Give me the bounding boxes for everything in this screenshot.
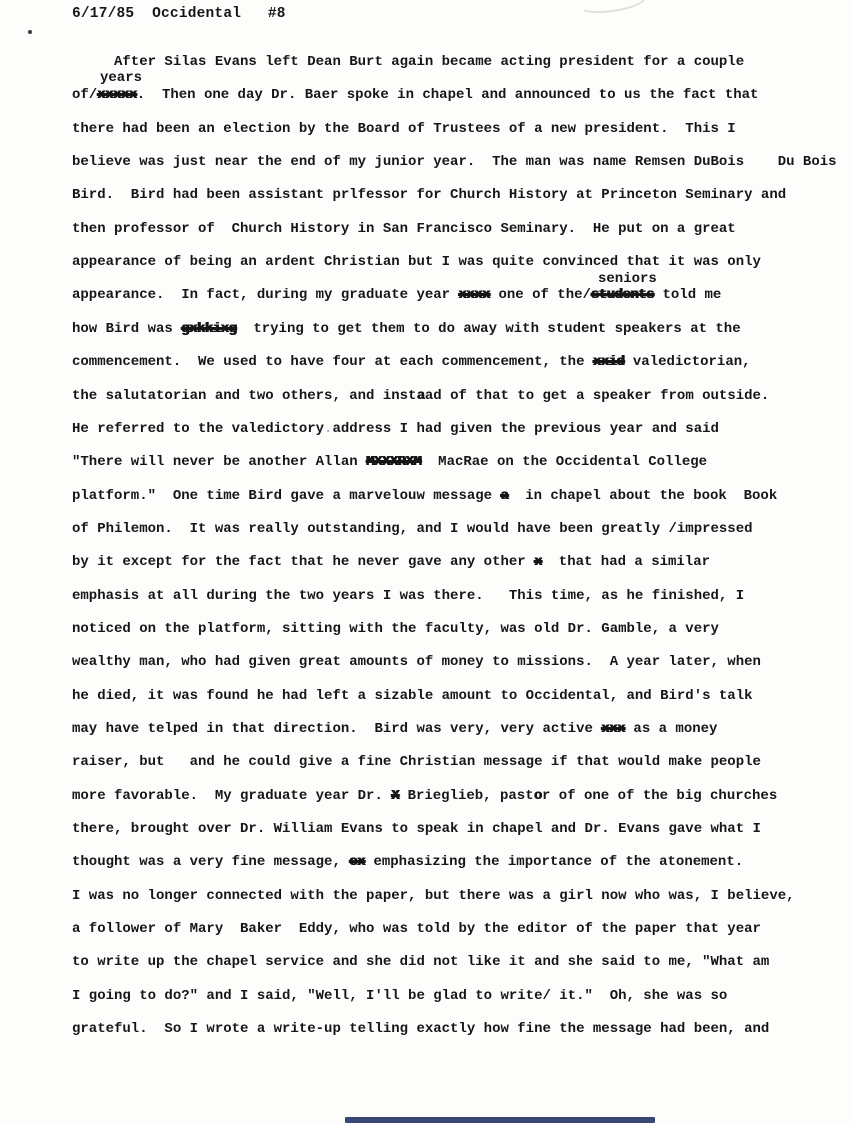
typed-line: [72, 185, 786, 205]
struck-out-text: a: [500, 487, 509, 504]
typed-line: [72, 85, 758, 105]
typed-text: appearance of being an ardent Christian but I was quite convinced that it was only: [72, 254, 761, 271]
overtyped-text: o: [533, 787, 542, 804]
typed-text: more favorable. My graduate year Dr.: [72, 787, 392, 804]
struck-out-text: xxx: [601, 721, 626, 737]
typed-text: emphasizing the importance of the atonement.: [365, 854, 744, 871]
typed-line: [72, 986, 727, 1006]
typed-line: [72, 786, 777, 806]
typed-text: address I had given the previous year and said: [332, 420, 719, 437]
typed-text: thought was a very fine message,: [72, 854, 350, 871]
typed-line: [72, 352, 751, 372]
typed-text: then professor of Church History in San Francisco Seminary. He put on a great: [72, 220, 736, 237]
typed-text: by it except for the fact that he never gave any other: [72, 554, 535, 571]
struck-out-text: xxxxx: [97, 87, 137, 104]
typed-text: noticed on the platform, sitting with the faculty, was old Dr. Gamble, a very: [72, 620, 719, 637]
typed-line: [72, 552, 710, 572]
typed-text: Brieglieb, past: [399, 787, 534, 804]
blue-pen-mark: .: [324, 420, 333, 437]
typed-text: valedictorian,: [624, 354, 751, 371]
typed-line: [72, 886, 795, 906]
typed-line: [72, 586, 744, 606]
typed-text: raiser, but and he could give a fine Christian message if that would make people: [72, 754, 761, 771]
typed-line: [72, 719, 717, 739]
struck-out-text: xxxx: [458, 287, 491, 304]
typed-line: [72, 1019, 769, 1039]
scan-artifact-top: [577, 0, 647, 17]
typed-line: [72, 285, 721, 305]
typed-text: I going to do?" and I said, "Well, I'll be glad to write/ it." Oh, she was so: [72, 987, 728, 1004]
typed-text: emphasis at all during the two years I was there. This time, as he finished, I: [72, 587, 745, 604]
struck-out-text: students: [590, 287, 655, 304]
typed-text: of/: [72, 87, 98, 104]
struck-out-text: X: [391, 787, 400, 804]
struck-out-text: gxkkixg: [181, 320, 237, 337]
typed-text: as a money: [625, 721, 718, 737]
typed-line: [72, 452, 707, 472]
typed-line: [72, 819, 761, 839]
typed-line: [72, 419, 719, 439]
typed-text: there had been an election by the Board of Trustees of a new president. This I: [72, 120, 736, 137]
typed-text: grateful. So I wrote a write-up telling exactly how fine the message had been, and: [72, 1021, 770, 1038]
typed-line: [72, 386, 769, 406]
typed-text: he died, it was found he had left a sizable amount to Occidental, and Bird's talk: [72, 687, 753, 704]
typed-text: Bird. Bird had been assistant prlfessor for Church History at Princeton Seminary and: [72, 187, 787, 204]
struck-out-text: xxid: [592, 354, 625, 371]
typed-text: the salutatorian and two others, and inst: [72, 387, 417, 404]
struck-out-text: ex: [349, 854, 366, 871]
typed-text: . Then one day Dr. Baer spoke in chapel and announced to us the fact that: [136, 87, 759, 104]
typed-text: trying to get them to do away with student speakers at the: [236, 320, 741, 337]
typed-text: a follower of Mary Baker Eddy, who was told by the editor of the paper that year: [72, 921, 761, 938]
overtyped-text: a: [416, 387, 425, 404]
typed-text: ad of that to get a speaker from outside.: [424, 387, 770, 404]
struck-out-text: x: [534, 554, 542, 571]
typed-text: may have telped in that direction. Bird was very, very active: [72, 721, 602, 737]
typed-text: to write up the chapel service and she did not like it and she said to me, "What am: [72, 954, 770, 971]
struck-out-text: MXXXRXM: [366, 454, 422, 471]
typed-text: "There will never be another Allan: [72, 454, 367, 471]
typed-text: I was no longer connected with the paper, but there was a girl now who was, I believe,: [72, 887, 795, 904]
typed-text: r of one of the big churches: [542, 787, 778, 804]
interline-insertion: seniors: [598, 271, 657, 287]
typed-text: He referred to the valedictory: [72, 420, 325, 437]
typed-line: [72, 486, 777, 506]
typed-line: [72, 519, 753, 539]
typed-text: appearance. In fact, during my graduate year: [72, 287, 459, 304]
typed-line: [72, 52, 744, 72]
typed-text: commencement. We used to have four at each commencement, the: [72, 354, 593, 371]
typed-line: [72, 619, 719, 639]
typed-line: [72, 952, 769, 972]
typed-line: [72, 252, 761, 272]
typed-text: how Bird was: [72, 320, 182, 337]
scan-artifact-bottom: [345, 1117, 655, 1123]
typed-line: [72, 652, 761, 672]
typed-text: MacRae on the Occidental College: [421, 454, 708, 471]
typed-text: there, brought over Dr. William Evans to speak in chapel and Dr. Evans gave what I: [72, 821, 761, 838]
typed-text: wealthy man, who had given great amounts of money to missions. A year later, when: [72, 654, 761, 671]
typed-line: [72, 319, 741, 339]
typed-line: [72, 152, 837, 172]
typed-text: one of the/: [490, 287, 591, 304]
typed-line: [72, 119, 736, 139]
margin-ink-dot: [28, 30, 32, 34]
interline-insertion: years: [100, 70, 143, 86]
typed-text: told me: [654, 287, 722, 304]
typed-line: [72, 686, 753, 706]
typed-line: [72, 852, 743, 872]
typed-line: [72, 919, 761, 939]
typed-line: [72, 219, 736, 239]
typed-text: that had a similar: [541, 554, 711, 571]
typed-text: platform." One time Bird gave a marvelouw message: [72, 487, 501, 504]
typed-text: in chapel about the book Book: [508, 487, 778, 504]
page-header-dateline: 6/17/85 Occidental #8: [72, 6, 286, 22]
typed-text: After Silas Evans left Dean Burt again became acting president for a couple: [72, 54, 745, 70]
typed-line: [72, 752, 761, 772]
typed-text: believe was just near the end of my junior year. The man was name Remsen DuBois Du Bois: [72, 154, 837, 171]
typed-text: of Philemon. It was really outstanding, and I would have been greatly /impressed: [72, 520, 753, 537]
